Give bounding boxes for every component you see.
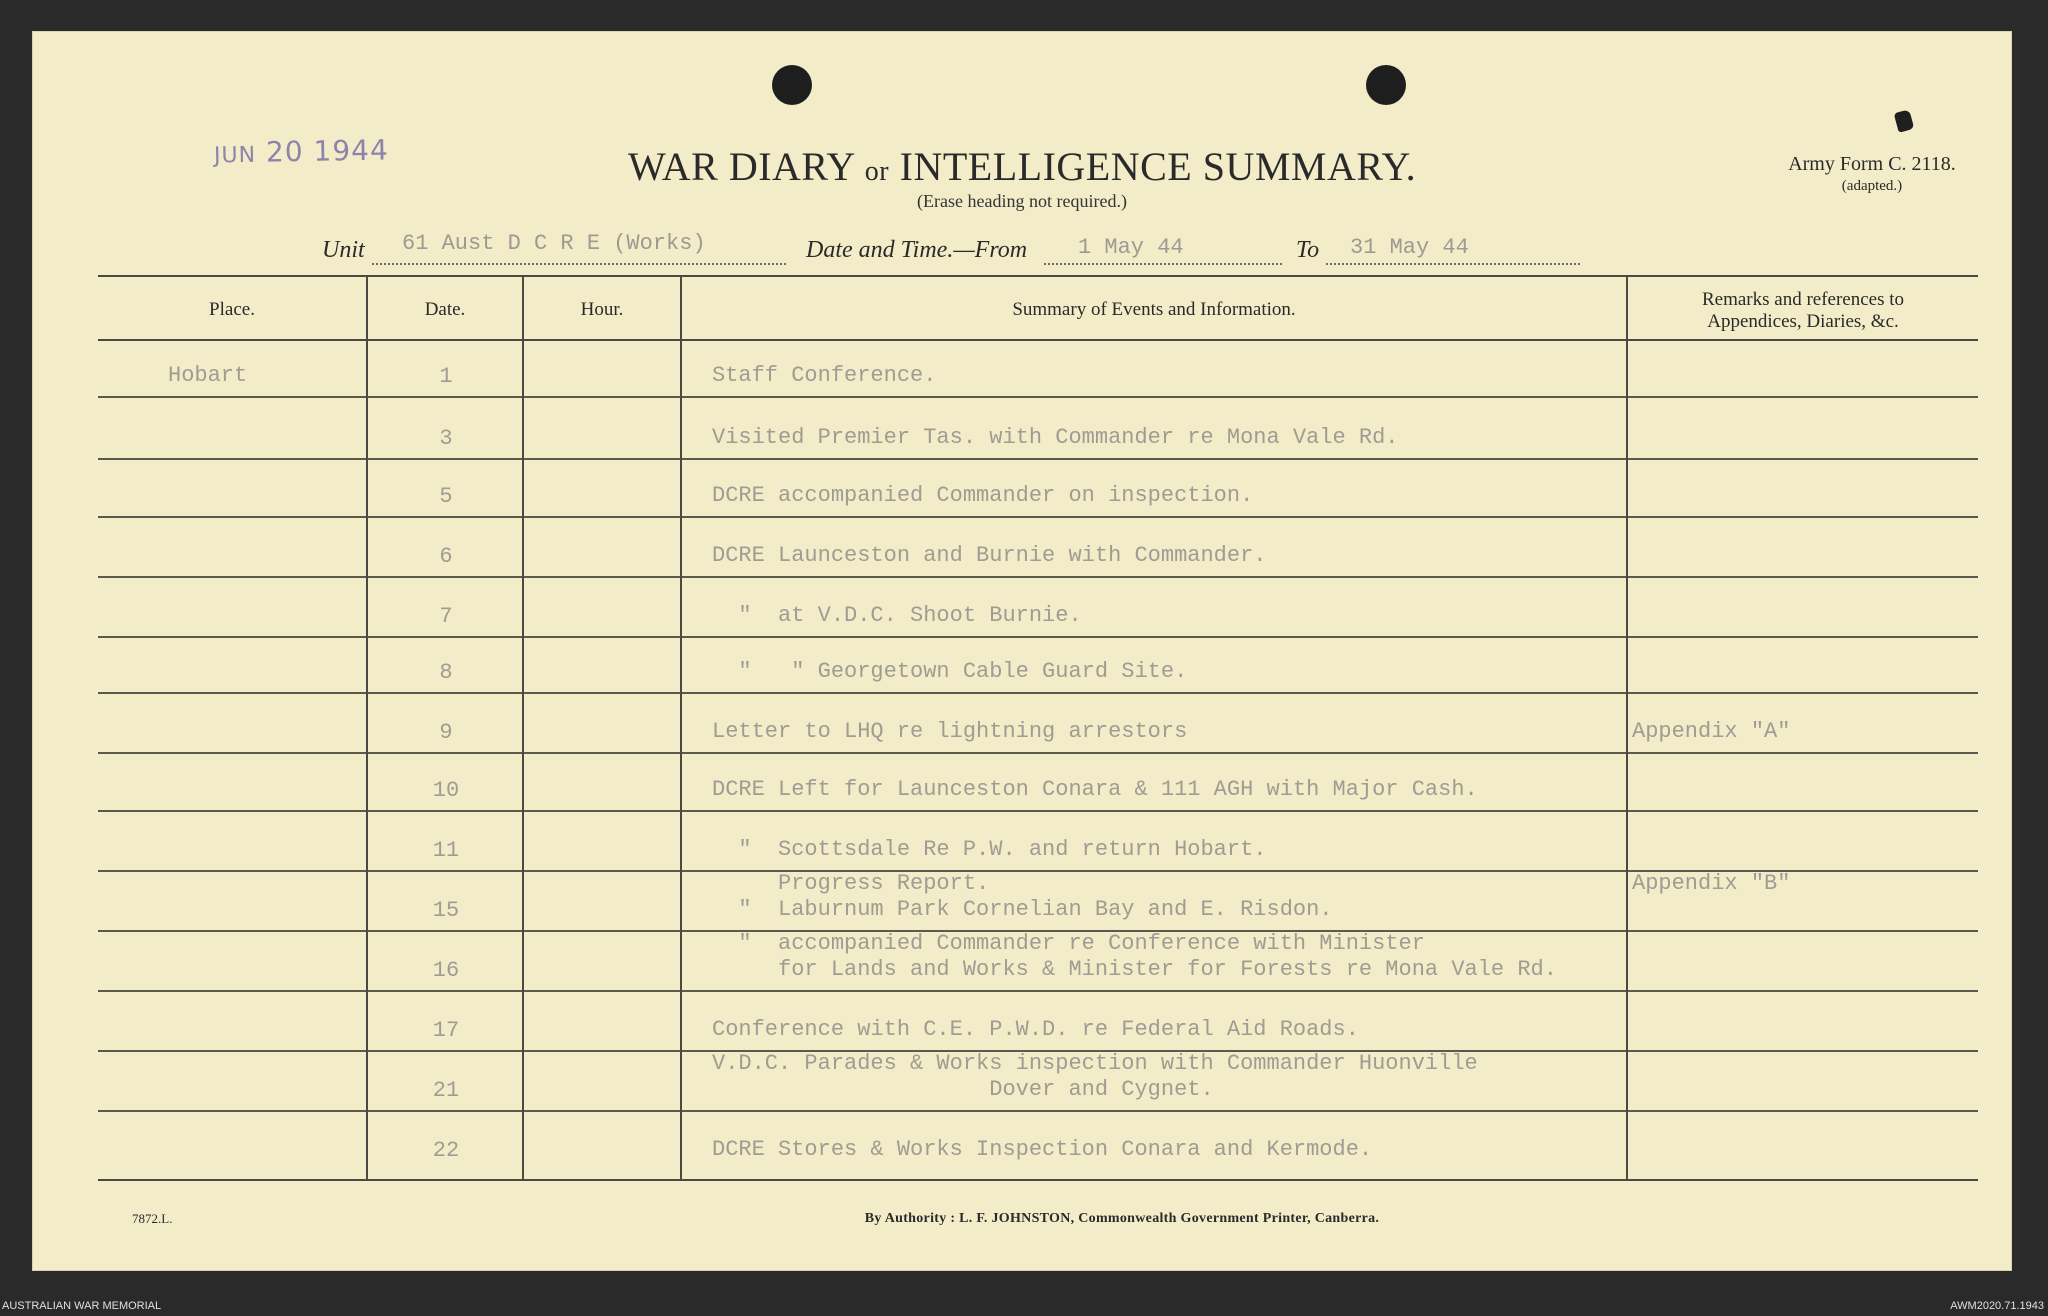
date-to-label: To — [1296, 237, 1320, 263]
summary-cell: DCRE Launceston and Burnie with Commander. — [712, 543, 1267, 568]
summary-cell: Visited Premier Tas. with Commander re Mona Vale Rd. — [712, 425, 1399, 450]
column-divider — [522, 277, 524, 1179]
summary-cell: Staff Conference. — [712, 363, 937, 388]
printer-authority: By Authority : L. F. JOHNSTON, Commonwealth Government Printer, Canberra. — [864, 1211, 1380, 1226]
summary-cell-line: " accompanied Commander re Conference with Minister — [712, 931, 1425, 956]
header-place: Place. — [209, 299, 255, 320]
table-bottom-rule — [98, 1179, 1978, 1181]
header-summary: Summary of Events and Information. — [1012, 299, 1296, 320]
date-to-dotted-line — [1326, 263, 1580, 265]
column-divider — [680, 277, 682, 1179]
row-rule — [98, 396, 1978, 398]
date-from-dotted-line — [1044, 263, 1282, 265]
form-sheet — [32, 31, 2012, 1271]
date-from-label: Date and Time.—From — [806, 237, 1028, 263]
date-cell: 10 — [432, 778, 460, 803]
header-date: Date. — [424, 299, 466, 320]
header-hour: Hour. — [580, 299, 624, 320]
summary-cell: Letter to LHQ re lightning arrestors — [712, 719, 1188, 744]
date-stamp: JUN 20 1944 — [213, 133, 390, 169]
table-top-rule — [98, 275, 1978, 277]
row-rule — [98, 990, 1978, 992]
ink-blot — [1894, 109, 1915, 132]
summary-cell: Dover and Cygnet. — [712, 1077, 1214, 1102]
summary-cell: for Lands and Works & Minister for Forests re Mona Vale Rd. — [712, 957, 1557, 982]
form-subtitle: (Erase heading not required.) — [917, 191, 1127, 211]
summary-cell: DCRE Stores & Works Inspection Conara and Kermode. — [712, 1137, 1373, 1162]
date-cell: 16 — [432, 958, 460, 983]
summary-cell: DCRE Left for Launceston Conara & 111 AGH with Major Cash. — [712, 777, 1478, 802]
date-cell: 8 — [439, 660, 453, 685]
row-rule — [98, 692, 1978, 694]
summary-cell: " " Georgetown Cable Guard Site. — [712, 659, 1188, 684]
summary-cell: " at V.D.C. Shoot Burnie. — [712, 603, 1082, 628]
date-cell: 7 — [439, 604, 453, 629]
header-remarks: Remarks and references to Appendices, Diaries, &c. — [1701, 289, 1905, 332]
column-divider — [1626, 277, 1628, 1179]
date-from-value: 1 May 44 — [1078, 235, 1184, 260]
remarks-cell: Appendix "B" — [1632, 871, 1791, 896]
punch-hole — [772, 65, 812, 105]
summary-cell: Conference with C.E. P.W.D. re Federal Aid Roads. — [712, 1017, 1359, 1042]
date-cell: 3 — [439, 426, 453, 451]
date-cell: 15 — [432, 898, 460, 923]
remarks-cell: Appendix "A" — [1632, 719, 1791, 744]
date-cell: 17 — [432, 1018, 460, 1043]
date-cell: 6 — [439, 544, 453, 569]
punch-hole — [1366, 65, 1406, 105]
date-cell: 22 — [432, 1138, 460, 1163]
row-rule — [98, 516, 1978, 518]
form-code: 7872.L. — [132, 1211, 173, 1226]
row-rule — [98, 1110, 1978, 1112]
form-title: WAR DIARY or INTELLIGENCE SUMMARY. — [627, 144, 1417, 189]
row-rule — [98, 636, 1978, 638]
place-cell: Hobart — [168, 363, 248, 388]
date-to-value: 31 May 44 — [1350, 235, 1469, 260]
row-rule — [98, 810, 1978, 812]
unit-dotted-line — [372, 263, 786, 265]
date-cell: 11 — [432, 838, 460, 863]
column-divider — [366, 277, 368, 1179]
row-rule — [98, 752, 1978, 754]
archive-accession: AWM2020.71.1943 — [1950, 1300, 2044, 1312]
date-cell: 5 — [439, 484, 453, 509]
date-cell: 9 — [439, 720, 453, 745]
unit-label: Unit — [322, 237, 365, 263]
date-cell: 1 — [439, 364, 453, 389]
header-bottom-rule — [98, 339, 1978, 341]
summary-cell: " Scottsdale Re P.W. and return Hobart. — [712, 837, 1267, 862]
date-cell: 21 — [432, 1078, 460, 1103]
summary-cell-line: Progress Report. — [712, 871, 990, 896]
archive-credit: AUSTRALIAN WAR MEMORIAL — [2, 1300, 162, 1312]
army-form-number: Army Form C. 2118. (adapted.) — [1788, 153, 1956, 194]
summary-cell: DCRE accompanied Commander on inspection. — [712, 483, 1254, 508]
summary-cell: " Laburnum Park Cornelian Bay and E. Risdon. — [712, 897, 1333, 922]
row-rule — [98, 576, 1978, 578]
unit-value: 61 Aust D C R E (Works) — [402, 231, 706, 256]
summary-cell-line: V.D.C. Parades & Works inspection with Commander Huonville — [712, 1051, 1478, 1076]
row-rule — [98, 458, 1978, 460]
